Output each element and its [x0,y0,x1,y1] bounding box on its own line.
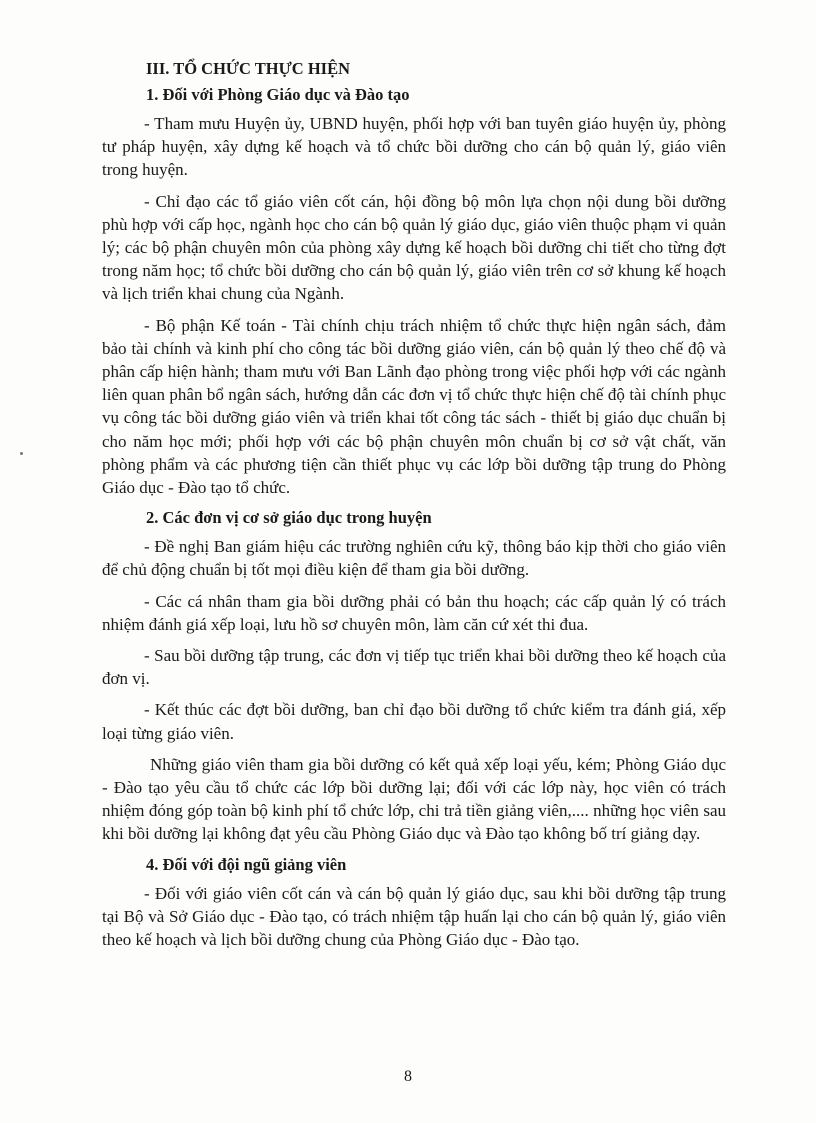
section-4-paragraph: - Đối với giáo viên cốt cán và cán bộ quản lý giáo dục, sau khi bồi dưỡng tập trung tại Bộ và Sở Giáo dục - Đào tạo, có trách nhiệm tập huấn lại cho cán bộ quản lý, giáo viên theo kế hoạch và lịch bồi dưỡng chung của Phòng Giáo dục - Đào tạo. [102,883,726,950]
section-1-paragraph: - Chỉ đạo các tổ giáo viên cốt cán, hội đồng bộ môn lựa chọn nội dung bồi dưỡng phù hợp với cấp học, ngành học cho cán bộ quản lý giáo dục, giáo viên thuộc phạm vi quản lý; các bộ phận chuyên môn của phòng xây dựng kế hoạch bồi dưỡng chi tiết cho từng đợt trong năm học; tổ chức bồi dưỡng cho cán bộ quản lý, giáo viên trên cơ sở khung kế hoạch và lịch triển khai chung của Ngành. [102,191,726,304]
section-2-heading: 2. Các đơn vị cơ sở giáo dục trong huyện [146,508,432,528]
section-2-paragraph: Những giáo viên tham gia bồi dưỡng có kết quả xếp loại yếu, kém; Phòng Giáo dục - Đào tạo yêu cầu tổ chức các lớp bồi dưỡng lại; đối với các lớp này, học viên có trách nhiệm đóng góp toàn bộ kinh phí tổ chức lớp, chi trả tiền giảng viên,.... những học viên sau khi bồi dưỡng lại không đạt yêu cầu Phòng Giáo dục và Đào tạo không bố trí giảng dạy. [102,754,726,844]
section-4-heading: 4. Đối với đội ngũ giảng viên [146,854,347,874]
section-1-paragraph: - Bộ phận Kế toán - Tài chính chịu trách nhiệm tổ chức thực hiện ngân sách, đảm bảo tài chính và kinh phí cho công tác bồi dưỡng giáo viên, cán bộ quản lý theo chế độ và phân cấp hiện hành; tham mưu với Ban Lãnh đạo phòng trong việc phối hợp với các ngành liên quan phân bổ ngân sách, hướng dẫn các đơn vị tổ chức thực hiện chế độ tài chính phục vụ công tác bồi dưỡng giáo viên và triển khai tốt công tác sách - thiết bị giáo dục chuẩn bị cho năm học mới; phối hợp với các bộ phận chuyên môn chuẩn bị cơ sở vật chất, văn phòng phẩm và các phương tiện cần thiết phục vụ các lớp bồi dưỡng tập trung do Phòng Giáo dục - Đào tạo tổ chức. [102,315,726,498]
section-2-paragraph: - Các cá nhân tham gia bồi dưỡng phải có bản thu hoạch; các cấp quản lý có trách nhiệm đánh giá xếp loại, lưu hồ sơ chuyên môn, làm căn cứ xét thi đua. [102,591,726,634]
page-number: 8 [404,1068,412,1085]
section-1-heading: 1. Đối với Phòng Giáo dục và Đào tạo [146,85,410,104]
section-2-paragraph: - Kết thúc các đợt bồi dưỡng, ban chỉ đạo bồi dưỡng tổ chức kiểm tra đánh giá, xếp loại từng giáo viên. [102,700,726,743]
section-title: III. TỔ CHỨC THỰC HIỆN [146,59,350,78]
section-2-paragraph: - Đề nghị Ban giám hiệu các trường nghiên cứu kỹ, thông báo kịp thời cho giáo viên để chủ động chuẩn bị tốt mọi điều kiện để tham gia bồi dưỡng. [102,537,726,580]
section-1-paragraph: - Tham mưu Huyện ủy, UBND huyện, phối hợp với ban tuyên giáo huyện ủy, phòng tư pháp huyện, xây dựng kế hoạch và tổ chức bồi dưỡng cho cán bộ quản lý, giáo viên trong huyện. [102,114,726,180]
scan-speck [20,452,23,455]
section-2-paragraph: - Sau bồi dưỡng tập trung, các đơn vị tiếp tục triển khai bồi dưỡng theo kế hoạch của đơn vị. [102,646,726,689]
document-page [102,58,726,959]
